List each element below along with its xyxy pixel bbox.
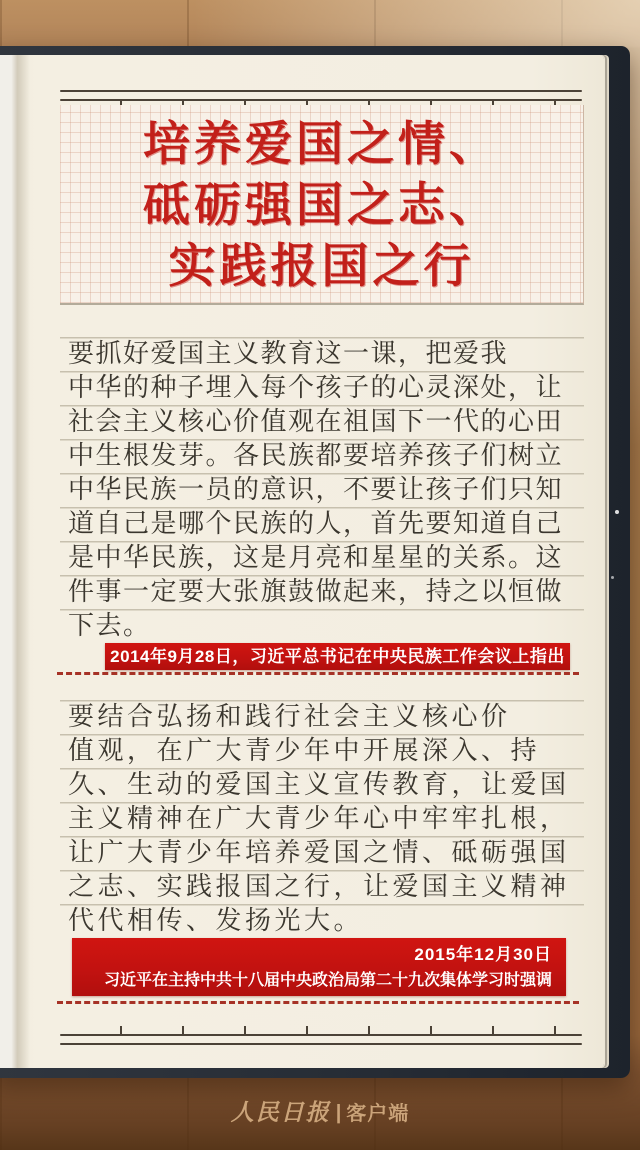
- page-title-line: 培养爱国之情、: [143, 119, 500, 171]
- handwritten-line: 下去。: [68, 611, 151, 640]
- quote-1-attribution-banner: 2014年9月28日，习近平总书记在中央民族工作会议上指出: [105, 643, 570, 670]
- page-title-line: 实践报国之行: [168, 241, 475, 293]
- handwritten-line: 中生根发芽。各民族都要培养孩子们树立: [68, 441, 564, 470]
- handwritten-line: 让广大青少年培养爱国之情、砥砺强国: [68, 838, 570, 867]
- notebook-page: [0, 55, 604, 1068]
- handwritten-line: 道自己是哪个民族的人，首先要知道自己: [68, 509, 564, 538]
- page-fold-crease: [0, 55, 30, 1068]
- handwritten-line: 值观，在广大青少年中开展深入、持: [68, 736, 541, 765]
- handwritten-line: 件事一定要大张旗鼓做起来，持之以恒做: [68, 577, 564, 606]
- dashed-divider: [57, 1001, 579, 1004]
- handwritten-line: 中华民族一员的意识，不要让孩子们只知: [68, 475, 564, 504]
- client-label: 客户端: [346, 1103, 410, 1125]
- bottom-ruler-line: [60, 1026, 582, 1045]
- ruler-bar: [60, 1043, 582, 1045]
- handwritten-line: 之志、实践报国之行，让爱国主义精神: [68, 872, 570, 901]
- handwritten-line: 要结合弘扬和践行社会主义核心价: [68, 702, 511, 731]
- quote-2-source: 习近平在主持中共十八届中央政治局第二十九次集体学习时强调: [103, 972, 552, 989]
- handwritten-line: 代代相传、发扬光大。: [68, 906, 364, 935]
- ruler-ticks: [60, 1026, 582, 1034]
- page-title-line: 砥砺强国之志、: [143, 180, 500, 232]
- quote-paragraph-1: [60, 337, 584, 643]
- peoples-daily-client-logo: [0, 1094, 640, 1127]
- notebook-cover: [0, 46, 630, 1078]
- quote-2-date: 2015年12月30日: [414, 945, 552, 964]
- logo-divider: |: [335, 1102, 342, 1124]
- handwritten-line: 是中华民族，这是月亮和星星的关系。这: [68, 543, 564, 572]
- handwritten-line: 中华的种子埋入每个孩子的心灵深处，让: [68, 373, 564, 402]
- handwritten-line: 社会主义核心价值观在祖国下一代的心田: [68, 407, 564, 436]
- handwritten-line: 主义精神在广大青少年心中牢牢扎根，: [68, 804, 570, 833]
- cover-speck: [615, 510, 619, 514]
- handwritten-line: 久、生动的爱国主义宣传教育，让爱国: [68, 770, 570, 799]
- quote-paragraph-2: [60, 700, 584, 938]
- handwritten-line: 要抓好爱国主义教育这一课，把爱我: [68, 339, 509, 368]
- title-grid-panel: [60, 105, 584, 305]
- quote-2-attribution-banner: [72, 938, 566, 996]
- dashed-divider: [57, 672, 579, 675]
- page-title: [60, 115, 583, 298]
- peoples-daily-wordmark: 人民日报: [230, 1100, 331, 1125]
- cover-speck: [611, 576, 614, 579]
